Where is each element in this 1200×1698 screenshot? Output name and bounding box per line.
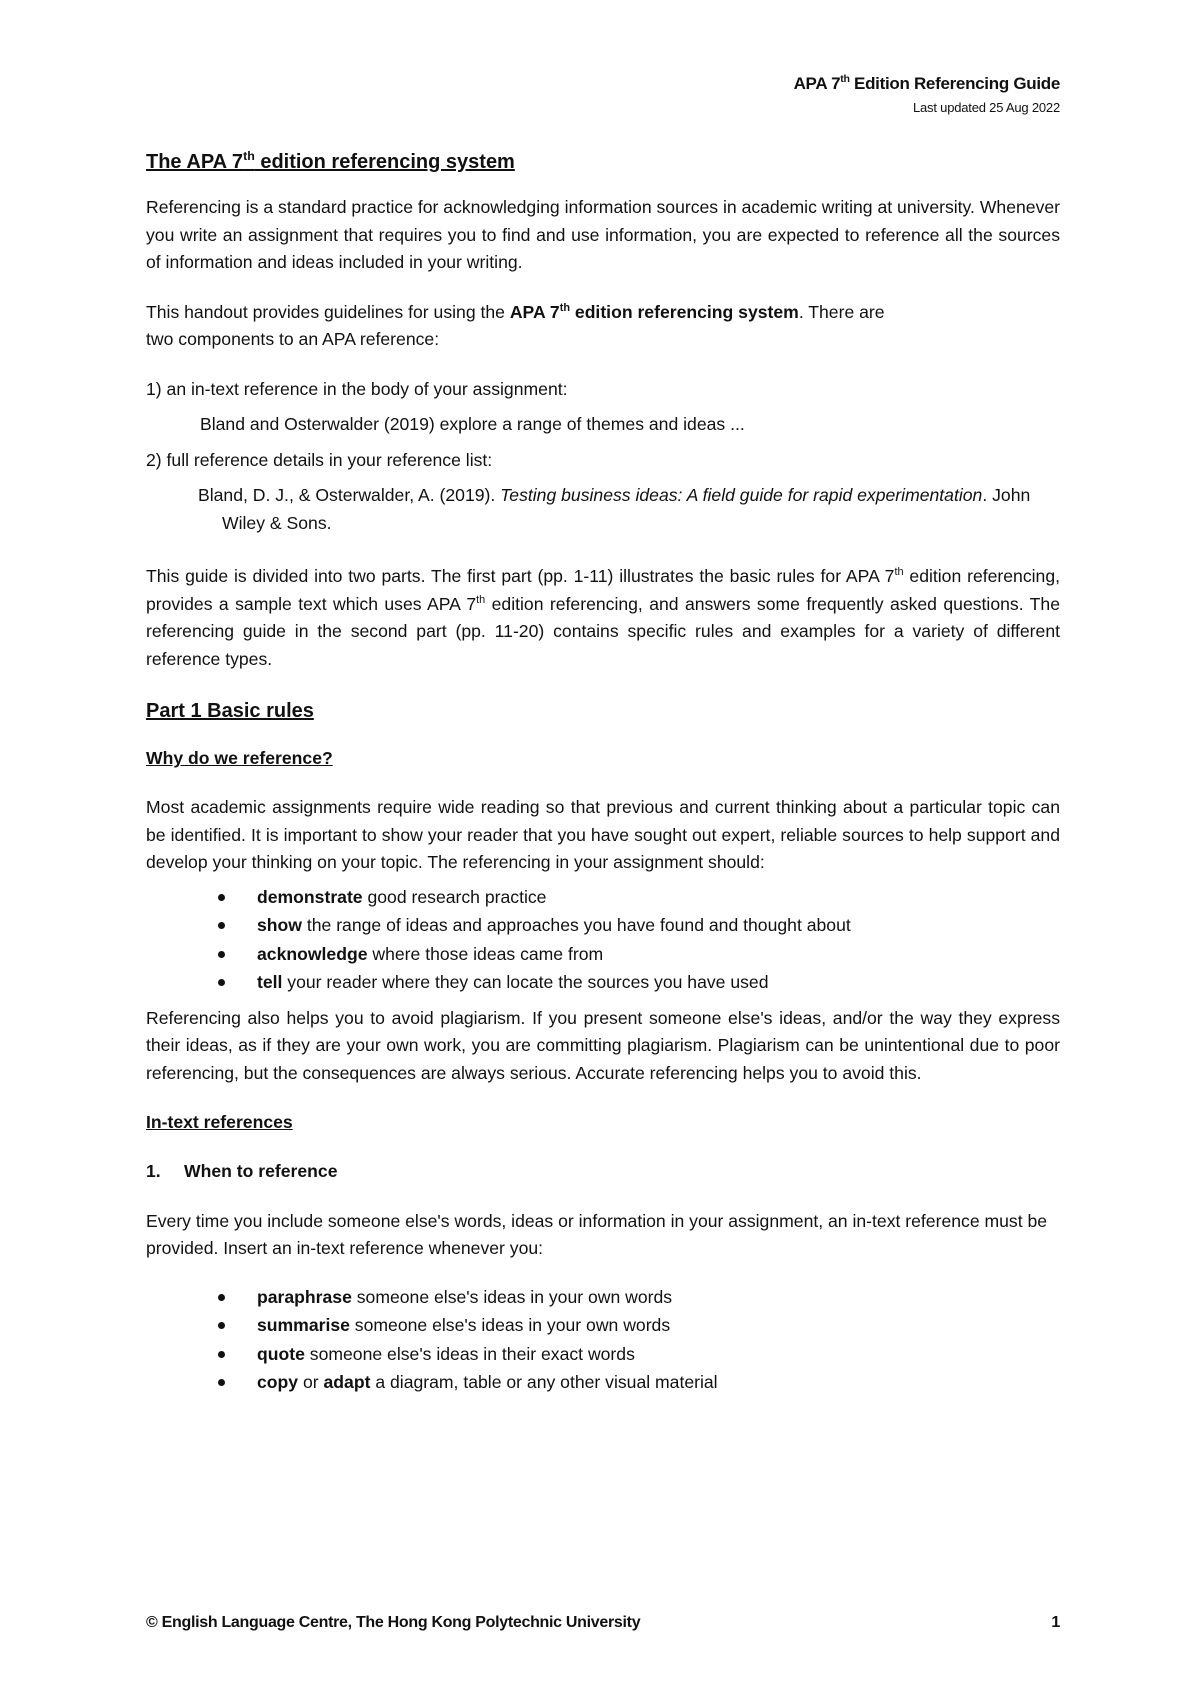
reference-list-example: Bland, D. J., & Osterwalder, A. (2019). Testing business ideas: A field guide for rapid experimentation. John Wiley & Sons.: [198, 485, 1031, 533]
bullet-icon: [218, 1351, 225, 1358]
why-reference-heading: Why do we reference?: [146, 748, 333, 768]
list-item: summarise someone else's ideas in your own words: [146, 1311, 1060, 1340]
part-1-heading: Part 1 Basic rules: [146, 700, 314, 722]
list-item: demonstrate good research practice: [146, 883, 1060, 912]
running-header: [794, 74, 1060, 115]
guide-overview-paragraph: This guide is divided into two parts. The first part (pp. 1-11) illustrates the basic rules for APA 7th edition referencing, provides a sample text which uses APA 7th edition referencing, and answers some frequently asked questions. The referencing guide in the second part (pp. 11-20) contains specific rules and examples for a variety of different reference types.: [146, 565, 1060, 669]
intro-paragraph: Referencing is a standard practice for acknowledging information sources in academic writing at university. Whenever you write an assignment that requires you to find and use information, you are expected to reference all the sources of information and ideas included in your writing.: [146, 197, 1061, 272]
bullet-icon: [218, 1322, 225, 1329]
footer-copyright: © English Language Centre, The Hong Kong Polytechnic University: [146, 1614, 641, 1631]
components-paragraph: This handout provides guidelines for using the APA 7th edition referencing system. There are two components to an APA reference:: [146, 301, 885, 349]
when-to-reference-paragraph: Every time you include someone else's words, ideas or information in your assignment, an in-text reference must be provided. Insert an in-text reference whenever you:: [146, 1210, 1048, 1258]
page-number: 1: [1051, 1614, 1060, 1631]
component-2: 2) full reference details in your reference list:: [146, 449, 493, 470]
document-body: [146, 148, 1060, 1397]
bullet-icon: [218, 1294, 225, 1301]
bullet-icon: [218, 1379, 225, 1386]
page-title: The APA 7th edition referencing system: [146, 148, 515, 173]
bullet-icon: [218, 979, 225, 986]
bullet-icon: [218, 894, 225, 901]
component-1: 1) an in-text reference in the body of your assignment:: [146, 378, 568, 399]
list-item: acknowledge where those ideas came from: [146, 940, 1060, 969]
when-to-reference-list: [146, 1283, 1060, 1397]
last-updated: Last updated 25 Aug 2022: [912, 100, 1060, 115]
why-reference-paragraph: Most academic assignments require wide reading so that previous and current thinking about a particular topic can be identified. It is important to show your reader that you have sought out expert, reliable sources to help support and develop your thinking on your topic. The referencing in your assignment should:: [146, 797, 1060, 872]
in-text-references-heading: In-text references: [146, 1112, 293, 1132]
header-title: APA 7th Edition Referencing Guide: [793, 73, 1060, 93]
plagiarism-paragraph: Referencing also helps you to avoid plagiarism. If you present someone else's ideas, and/or the way they express their ideas, as if they are your own work, you are committing plagiarism. Plagiarism can be unintentional due to poor referencing, but the consequences are always serious. Accurate referencing helps you to avoid this.: [146, 1007, 1060, 1083]
bullet-icon: [218, 922, 225, 929]
list-item: paraphrase someone else's ideas in your own words: [146, 1283, 1060, 1312]
list-item: tell your reader where they can locate the sources you have used: [146, 968, 1060, 997]
document-page: [146, 0, 1060, 1698]
page-footer: [146, 1614, 1060, 1632]
list-item: show the range of ideas and approaches you have found and thought about: [146, 911, 1060, 940]
in-text-example: Bland and Osterwalder (2019) explore a range of themes and ideas ...: [200, 414, 745, 434]
why-reference-list: [146, 883, 1060, 997]
list-item: copy or adapt a diagram, table or any other visual material: [146, 1368, 1060, 1397]
when-to-reference-heading: 1. When to reference: [146, 1161, 338, 1181]
bullet-icon: [218, 951, 225, 958]
list-item: quote someone else's ideas in their exact words: [146, 1340, 1060, 1369]
